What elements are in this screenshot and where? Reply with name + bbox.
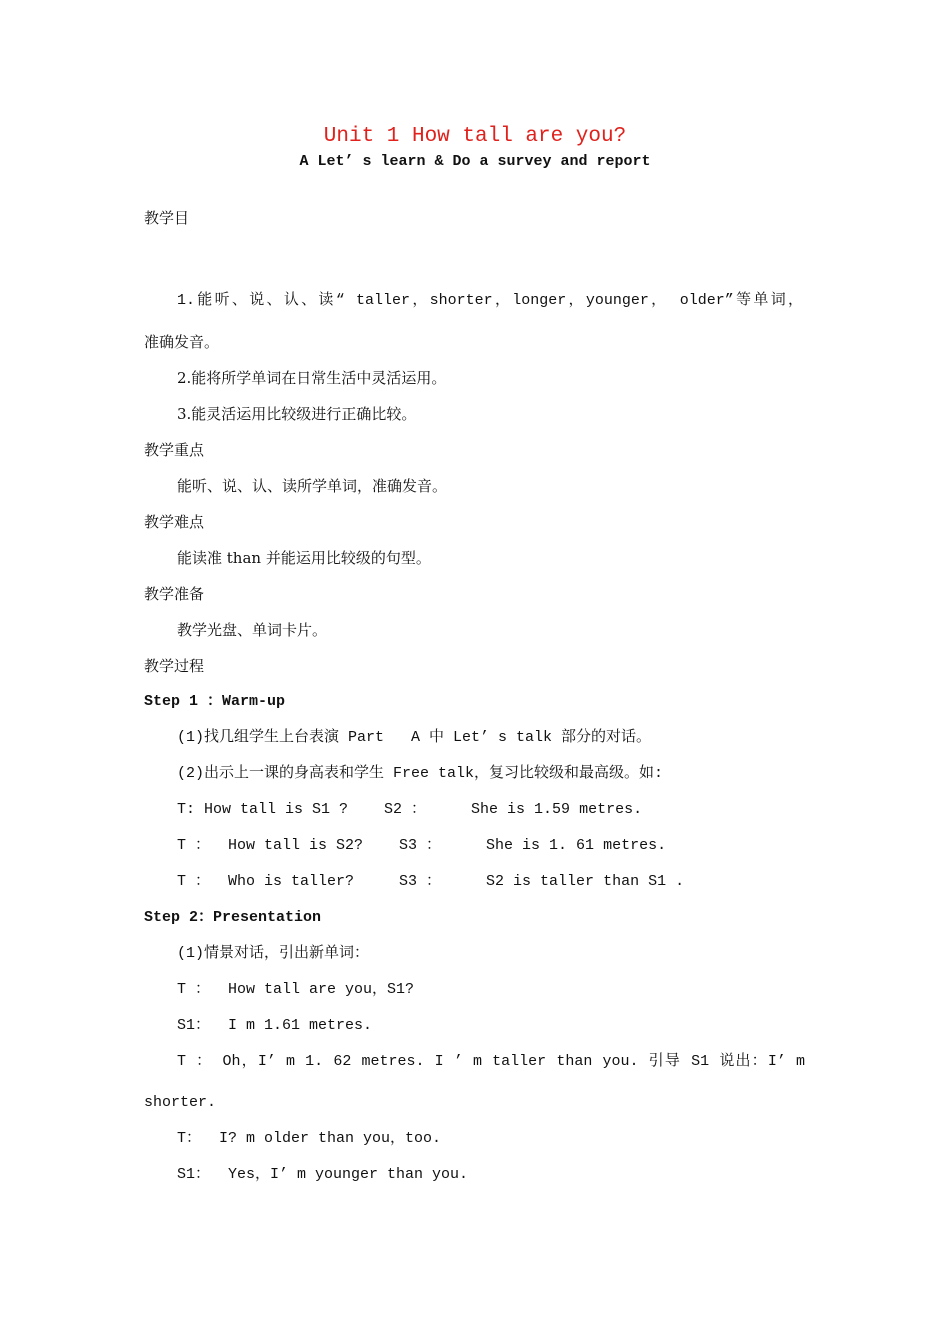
dialogue-line-continued: shorter. bbox=[144, 1094, 217, 1111]
section-heading-objectives: 教学目 bbox=[144, 209, 190, 227]
step-2-heading: Step 2：Presentation bbox=[144, 909, 322, 926]
objective-3: 3.能灵活运用比较级进行正确比较。 bbox=[177, 405, 417, 423]
objective-1-line-2: 准确发音。 bbox=[144, 333, 220, 351]
section-heading-difficulties: 教学难点 bbox=[144, 513, 205, 531]
objective-2: 2.能将所学单词在日常生活中灵活运用。 bbox=[177, 369, 447, 387]
key-points-text: 能听、说、认、读所学单词，准确发音。 bbox=[177, 477, 448, 495]
difficulties-text: 能读准 than 并能运用比较级的句型。 bbox=[177, 549, 431, 567]
section-heading-preparation: 教学准备 bbox=[144, 585, 205, 603]
step-1-heading: Step 1 ：Warm-up bbox=[144, 693, 286, 710]
section-heading-process: 教学过程 bbox=[144, 657, 205, 675]
dialogue-line: S1： Yes，I’ m younger than you. bbox=[177, 1166, 469, 1183]
dialogue-line: T ： Oh，I’ m 1. 62 metres. I ’ m taller than you. 引导 S1 说出：I’ m bbox=[177, 1053, 805, 1070]
section-heading-key-points: 教学重点 bbox=[144, 441, 205, 459]
objective-1-line-1: 1.能听、说、认、读“ taller，shorter，longer，younger， older”等单词， bbox=[177, 292, 803, 309]
preparation-text: 教学光盘、单词卡片。 bbox=[177, 621, 328, 639]
dialogue-line: T ： How tall are you，S1? bbox=[177, 981, 415, 998]
dialogue-line: T: How tall is S1 ? S2 ： She is 1.59 metres. bbox=[177, 801, 643, 818]
step-1-item-1: (1)找几组学生上台表演 Part A 中 Let’ s talk 部分的对话。 bbox=[177, 729, 652, 746]
document-subtitle: A Let’ s learn & Do a survey and report bbox=[299, 153, 651, 170]
dialogue-line: T： I? m older than you，too. bbox=[177, 1130, 442, 1147]
step-2-item-1: (1)情景对话，引出新单词： bbox=[177, 945, 370, 962]
dialogue-line: S1： I m 1.61 metres. bbox=[177, 1017, 373, 1034]
dialogue-line: T ： How tall is S2? S3 ： She is 1. 61 metres. bbox=[177, 837, 667, 854]
step-1-item-2: (2)出示上一课的身高表和学生 Free talk，复习比较级和最高级。如: bbox=[177, 765, 664, 782]
dialogue-line: T ： Who is taller? S3 ： S2 is taller than S1 . bbox=[177, 873, 685, 890]
document-title: Unit 1 How tall are you? bbox=[323, 125, 627, 148]
